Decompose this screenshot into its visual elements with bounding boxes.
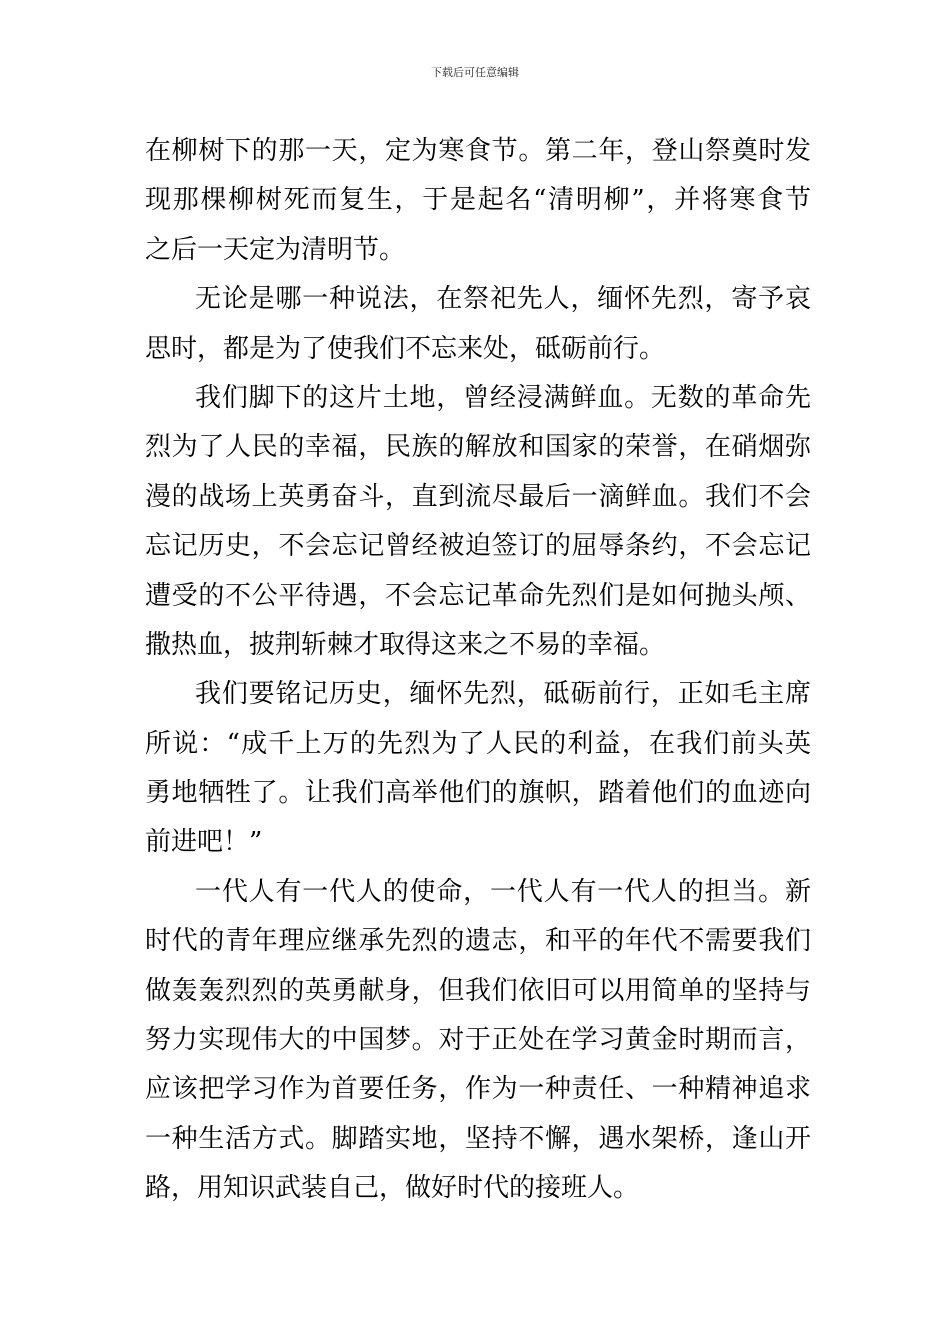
text-line: 我们要铭记历史，缅怀先烈，砥砺前行，正如毛主席 — [195, 679, 811, 710]
paragraph — [145, 127, 811, 275]
page-header: 下载后可任意编辑 — [431, 66, 519, 79]
paragraph — [145, 374, 811, 670]
text-line: 勇地牺牲了。让我们高举他们的旗帜，踏着他们的血迹向 — [145, 778, 811, 809]
paragraph — [145, 868, 811, 1214]
text-line: 前进吧！” — [145, 827, 263, 858]
document-body — [145, 127, 811, 1214]
text-line: 遭受的不公平待遇，不会忘记革命先烈们是如何抛头颅、 — [145, 580, 811, 611]
text-line: 应该把学习作为首要任务，作为一种责任、一种精神追求 — [145, 1074, 811, 1105]
text-line: 现那棵柳树死而复生，于是起名“清明柳”，并将寒食节 — [145, 185, 811, 216]
text-line: 无论是哪一种说法，在祭祀先人，缅怀先烈，寄予哀 — [195, 284, 811, 315]
text-line: 我们脚下的这片土地，曾经浸满鲜血。无数的革命先 — [195, 382, 811, 413]
paragraph — [145, 275, 811, 374]
text-line: 之后一天定为清明节。 — [145, 234, 406, 265]
text-line: 烈为了人民的幸福，民族的解放和国家的荣誉，在硝烟弥 — [145, 432, 811, 463]
text-line: 一代人有一代人的使命，一代人有一代人的担当。新 — [195, 876, 811, 907]
text-line: 一种生活方式。脚踏实地，坚持不懈，遇水架桥，逢山开 — [145, 1123, 811, 1154]
text-line: 忘记历史，不会忘记曾经被迫签订的屈辱条约，不会忘记 — [145, 531, 811, 562]
text-line: 时代的青年理应继承先烈的遗志，和平的年代不需要我们 — [145, 926, 811, 957]
text-line: 撒热血，披荆斩棘才取得这来之不易的幸福。 — [145, 629, 666, 660]
text-line: 在柳树下的那一天，定为寒食节。第二年，登山祭奠时发 — [145, 136, 811, 166]
text-line: 所说：“成千上万的先烈为了人民的利益，在我们前头英 — [145, 728, 811, 759]
text-line: 思时，都是为了使我们不忘来处，砥砺前行。 — [145, 333, 666, 364]
paragraph — [145, 670, 811, 868]
text-line: 做轰轰烈烈的英勇献身，但我们依旧可以用简单的坚持与 — [145, 975, 811, 1006]
text-line: 路，用知识武装自己，做好时代的接班人。 — [145, 1173, 640, 1204]
text-line: 努力实现伟大的中国梦。对于正处在学习黄金时期而言， — [145, 1025, 811, 1056]
text-line: 漫的战场上英勇奋斗，直到流尽最后一滴鲜血。我们不会 — [145, 481, 811, 512]
